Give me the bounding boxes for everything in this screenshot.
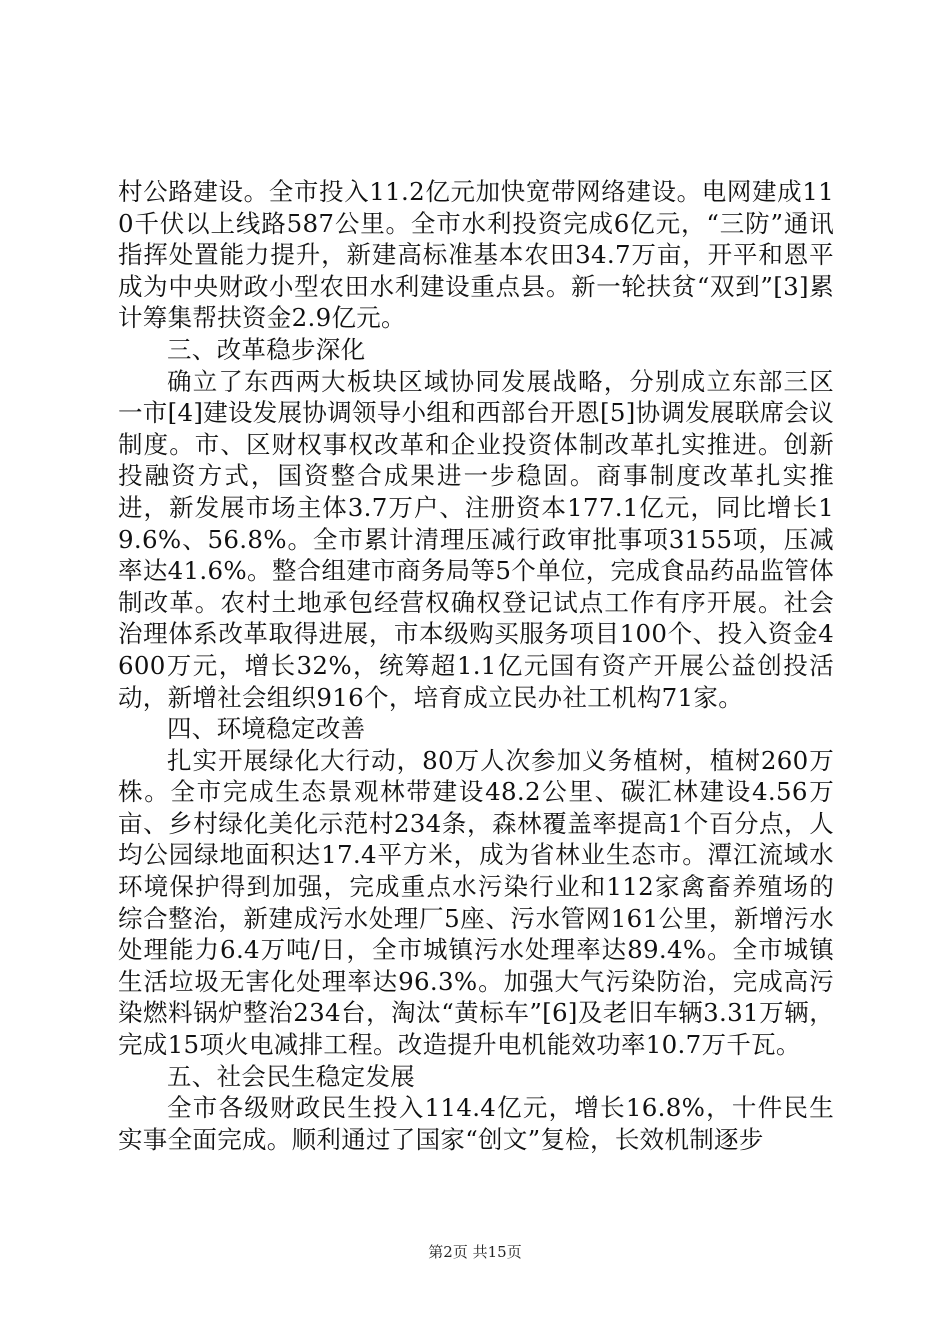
paragraph-rural-infrastructure: 村公路建设。全市投入11.2亿元加快宽带网络建设。电网建成110千伏以上线路587公里。全市水利投资完成6亿元，“三防”通讯指挥处置能力提升，新建高标准基本农田34.7万亩，开平和恩平成为中央财政小型农田水利建设重点县。新一轮扶贫“双到”[3]累计筹集帮扶资金2.9亿元。	[118, 177, 834, 333]
paragraph-environment: 扎实开展绿化大行动，80万人次参加义务植树，植树260万株。全市完成生态景观林带建设48.2公里、碳汇林建设4.56万亩、乡村绿化美化示范村234条，森林覆盖率提高1个百分点，人均公园绿地面积达17.4平方米，成为省林业生态市。潭江流域水环境保护得到加强，完成重点水污染行业和112家禽畜养殖场的综合整治，新建成污水处理厂5座、污水管网161公里，新增污水处理能力6.4万吨/日，全市城镇污水处理率达89.4%。全市城镇生活垃圾无害化处理率达96.3%。加强大气污染防治，完成高污染燃料锅炉整治234台，淘汰“黄标车”[6]及老旧车辆3.31万辆，完成15项火电减排工程。改造提升电机能效功率10.7万千瓦。	[118, 745, 834, 1060]
paragraph-social-livelihood: 全市各级财政民生投入114.4亿元，增长16.8%，十件民生实事全面完成。顺利通过了国家“创文”复检，长效机制逐步	[118, 1093, 834, 1154]
page-number-footer: 第2页 共15页	[428, 1243, 522, 1261]
heading-environment: 四、环境稳定改善	[167, 714, 366, 744]
document-body	[118, 176, 834, 1155]
heading-social-livelihood: 五、社会民生稳定发展	[167, 1061, 415, 1091]
heading-reform: 三、改革稳步深化	[167, 334, 366, 364]
paragraph-reform: 确立了东西两大板块区域协同发展战略，分别成立东部三区一市[4]建设发展协调领导小组和西部台开恩[5]协调发展联席会议制度。市、区财权事权改革和企业投资体制改革扎实推进。创新投融资方式，国资整合成果进一步稳固。商事制度改革扎实推进，新发展市场主体3.7万户、注册资本177.1亿元，同比增长19.6%、56.8%。全市累计清理压减行政审批事项3155项，压减率达41.6%。整合组建市商务局等5个单位，完成食品药品监管体制改革。农村土地承包经营权确权登记试点工作有序开展。社会治理体系改革取得进展，市本级购买服务项目100个、投入资金4600万元，增长32%，统筹超1.1亿元国有资产开展公益创投活动，新增社会组织916个，培育成立民办社工机构71家。	[118, 366, 835, 712]
